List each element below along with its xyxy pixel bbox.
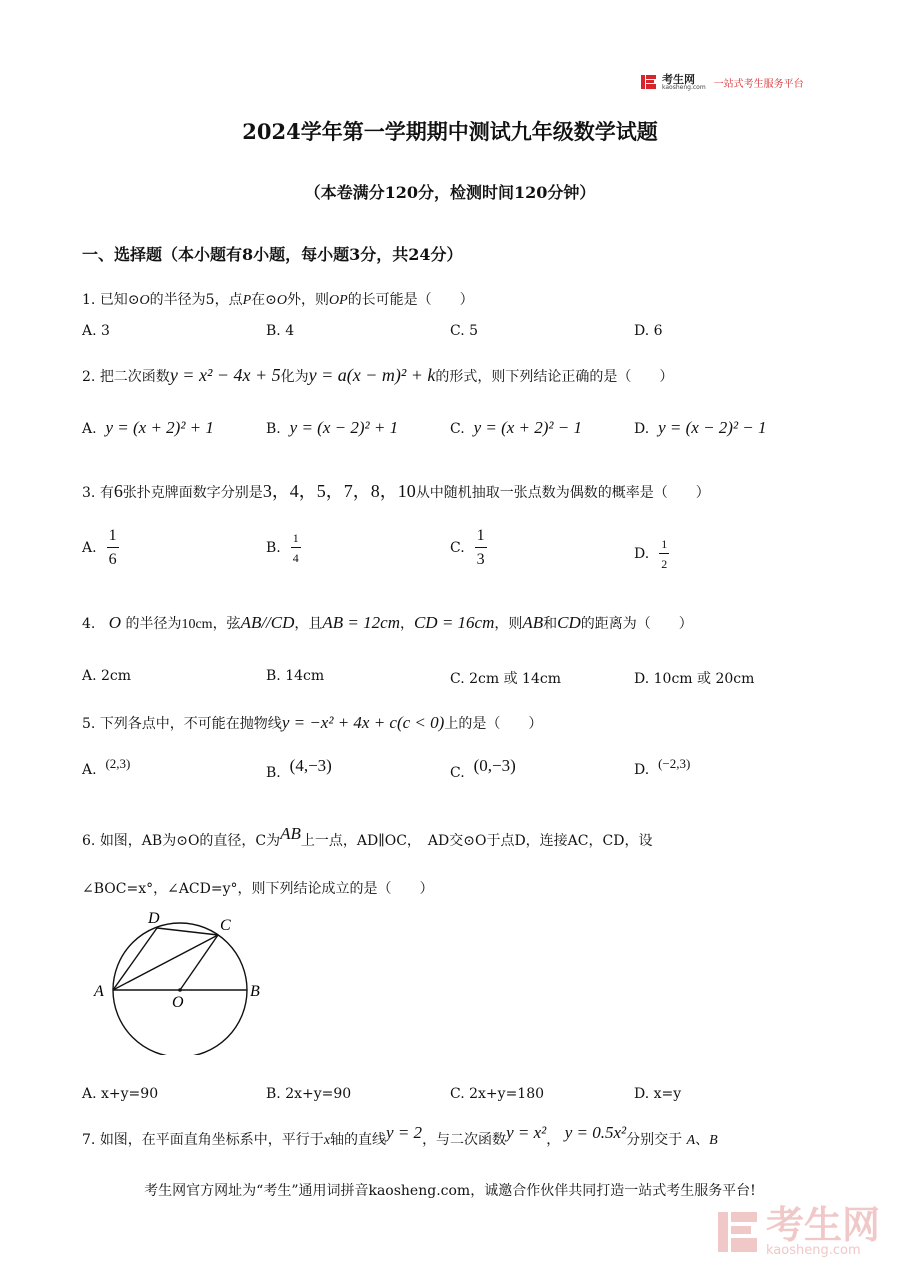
q1-option-d: D. 6	[634, 323, 663, 339]
logo-brand: 考生网	[662, 72, 695, 86]
chord-ac	[113, 935, 218, 990]
label-c: C	[220, 917, 231, 934]
question-1: 1. 已知⊙O的半径为5，点P在⊙O外，则OP的长可能是（ ）	[82, 292, 474, 308]
q3-option-d: D. $\frac{1}{2}$	[634, 537, 668, 571]
page-title: 2024学年第一学期期中测试九年级数学试题	[242, 119, 658, 144]
question-6-line2: ∠BOC=x°，∠ACD=y°，则下列结论成立的是（ ）	[82, 881, 434, 897]
logo-slogan: 一站式考生服务平台	[713, 78, 804, 90]
chord-ad	[113, 928, 157, 990]
question-3: 3. 有6张扑克牌面数字分别是3，4，5，7，8，10从中随机抽取一张点数为偶数的概率是（ ）	[82, 481, 710, 501]
footer-notice: 考生网官方网址为“考生”通用词拼音kaosheng.com，诚邀合作伙伴共同打造一站式考生服务平台!	[144, 1183, 756, 1199]
question-4: 4. O 的半径为10cm，弦AB//CD，且AB = 12cm，CD = 16cm，则AB和CD的距离为（ ）	[82, 613, 693, 632]
q2-option-a: A. y = (x + 2)² + 1	[82, 418, 214, 437]
question-7: 7. 如图，在平面直角坐标系中，平行于x轴的直线y = 2，与二次函数y = x²， y = 0.5x²分别交于 A、B	[82, 1123, 718, 1148]
label-a: A	[94, 983, 104, 1000]
logo-domain: kaosheng.com	[662, 83, 706, 91]
kaosheng-logo-icon	[640, 73, 658, 91]
q1-option-a: A. 3	[82, 323, 110, 339]
watermark	[716, 1203, 881, 1258]
q5-option-a: A. (2,3)	[82, 756, 131, 778]
header-logo	[640, 72, 804, 92]
center-point	[178, 988, 182, 992]
q5-option-d: D. (−2,3)	[634, 756, 691, 778]
q6-option-c: C. 2x+y=180	[450, 1086, 545, 1102]
q2-option-d: D. y = (x − 2)² − 1	[634, 418, 767, 437]
q4-option-b: B. 14cm	[266, 668, 325, 684]
q3-option-b: B. $\frac{1}{4}$	[266, 531, 299, 565]
q6-figure	[92, 905, 262, 1055]
q5-option-c: C. (0,−3)	[450, 756, 516, 781]
question-5: 5. 下列各点中，不可能在抛物线y = −x² + 4x + c(c < 0)上的是（ ）	[82, 713, 543, 732]
q4-option-a: A. 2cm	[82, 668, 132, 684]
q4-option-c: C. 2cm 或 14cm	[450, 671, 561, 687]
question-6: 6. 如图，AB为⊙O的直径，C为AB上一点，AD∥OC， AD交⊙O于点D，连接AC，CD，设	[82, 824, 653, 849]
q6-option-d: D. x=y	[634, 1086, 682, 1102]
page-subtitle: （本卷满分120分，检测时间120分钟）	[304, 183, 596, 202]
label-d: D	[148, 910, 160, 927]
radius-oc	[180, 935, 218, 990]
q6-option-a: A. x+y=90	[82, 1086, 159, 1102]
watermark-brand: 考生网	[766, 1203, 881, 1247]
label-b: B	[250, 983, 260, 1000]
question-2: 2. 把二次函数y = x² − 4x + 5化为y = a(x − m)² + k的形式，则下列结论正确的是（ ）	[82, 365, 674, 385]
q1-option-c: C. 5	[450, 323, 479, 339]
q3-option-c: C. $\frac{1}{3}$	[450, 527, 485, 568]
watermark-domain: kaosheng.com	[766, 1243, 861, 1258]
q5-option-b: B. (4,−3)	[266, 756, 332, 781]
q2-option-b: B. y = (x − 2)² + 1	[266, 418, 399, 437]
q6-option-b: B. 2x+y=90	[266, 1086, 352, 1102]
q4-option-d: D. 10cm 或 20cm	[634, 671, 755, 687]
q3-option-a: A. $\frac{1}{6}$	[82, 527, 117, 568]
q2-option-c: C. y = (x + 2)² − 1	[450, 418, 583, 437]
q1-option-b: B. 4	[266, 323, 295, 339]
section-heading: 一、选择题（本小题有8小题，每小题3分，共24分）	[82, 245, 463, 264]
label-o: O	[172, 994, 184, 1011]
watermark-logo-icon	[716, 1208, 760, 1256]
